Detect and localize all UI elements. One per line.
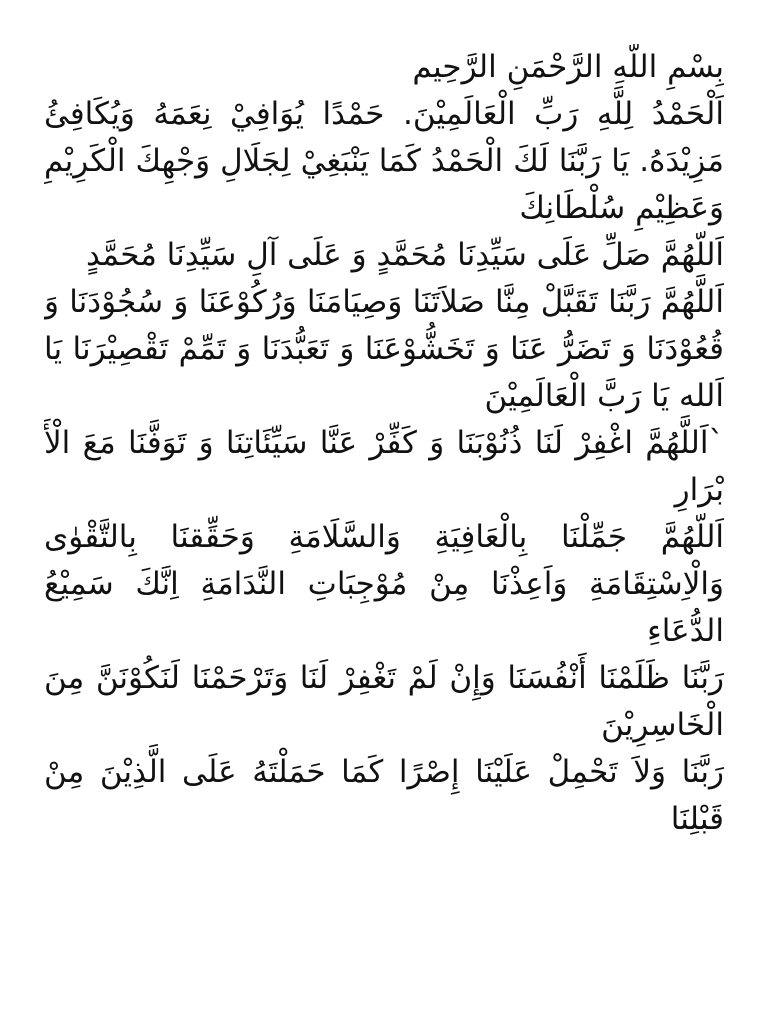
paragraph-taqabbal: اَللَّهُمَّ رَبَّنَا تَقَبَّلْ مِنَّا صَلاَتَنَا وَصِيَامَنَا وَرُكُوْعَنَا وَ سُجُوْدَنَا وَ قُعُوْدَنَا وَ تَضَرُّ عَنَا وَ تَخَشُّوْعَنَا وَ تَعَبُّدَنَا وَ تَمِّمْ تَقْصِيْرَنَا يَا اَلله يَا رَبَّ الْعَالَمِيْنَ: [44, 284, 724, 414]
paragraph-salawat: اَللّهُمَّ صَلِّ عَلَى سَيِّدِنَا مُحَمَّدٍ وَ عَلَى آلِ سَيِّدِنَا مُحَمَّدٍ: [86, 237, 724, 273]
prayer-text: [44, 44, 724, 843]
paragraph-zalamna: رَبَّنَا ظَلَمْنَا أَنْفُسَنَا وَإِنْ لَمْ تَغْفِرْ لَنَا وَتَرْحَمْنَا لَنَكُوْنَنَّ مِنَ الْخَاسِرِيْنَ: [44, 660, 724, 743]
paragraph-hamd: اَلْحَمْدُ لِلَّهِ رَبِّ الْعَالَمِيْنَ. حَمْدًا يُوَافِيْ نِعَمَهُ وَيُكَافِئُ مَزِيْدَهُ. يَا رَبَّنَا لَكَ الْحَمْدُ كَمَا يَنْبَغِيْ لِجَلَالِ وَجْهِكَ الْكَرِيْمِ وَعَظِيْمِ سُلْطَانِكَ: [44, 96, 724, 226]
document-page: [44, 44, 724, 1004]
paragraph-jammilna: اَللّهُمَّ جَمِّلْنَا بِالْعَافِيَةِ وَالسَّلَامَةِ وَحَقِّقنَا بِالتَّقْوٰى وَالْاِسْتِقَامَةِ وَاَعِذْنَا مِنْ مُوْجِبَاتِ النَّدَامَةِ اِنَّكَ سَمِيْعُ الدُّعَاءِ: [44, 519, 724, 649]
paragraph-ighfir: `اَللَّهُمَّ اغْفِرْ لَنَا ذُنُوْبَنَا وَ كَفِّرْ عَنَّا سَيِّئَاتِنَا وَ تَوَفَّنَا مَعَ الْأَ بْرَارِ: [44, 425, 724, 508]
paragraph-la-tahmil: رَبَّنَا وَلاَ تَحْمِلْ عَلَيْنَا إِصْرًا كَمَا حَمَلْتَهُ عَلَى الَّذِيْنَ مِنْ قَبْلِنَا: [44, 754, 724, 837]
paragraph-basmala: بِسْمِ اللَّهِ الرَّحْمَنِ الرَّحِيم: [412, 49, 724, 85]
